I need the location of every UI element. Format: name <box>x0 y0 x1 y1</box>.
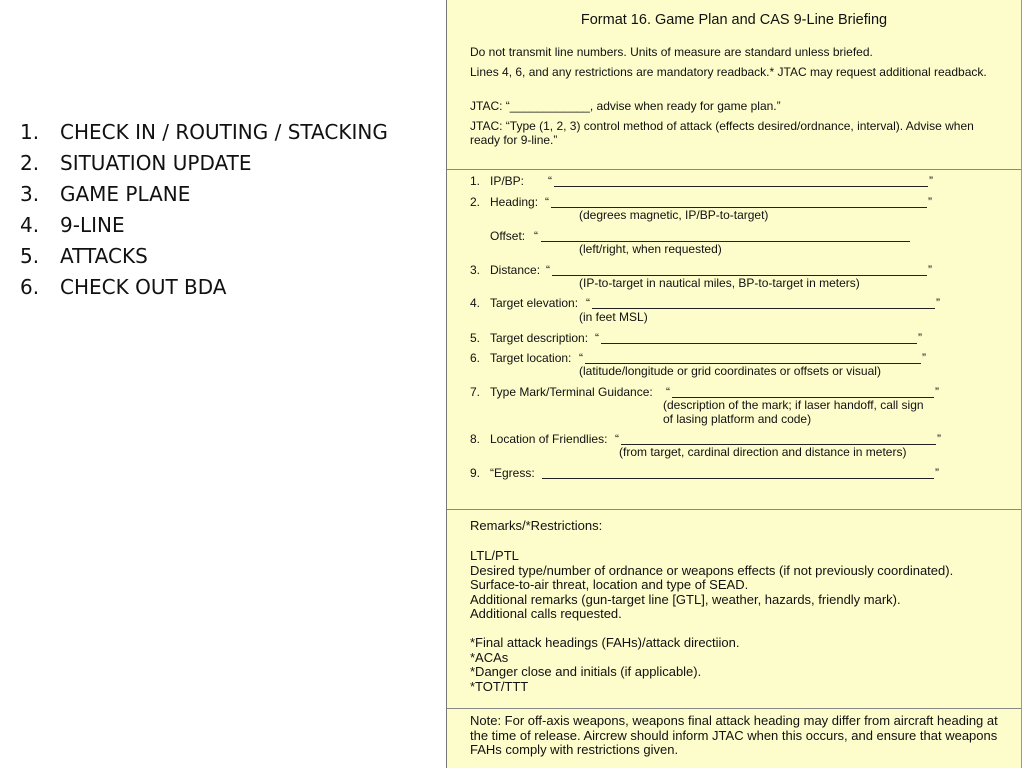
restriction-item: *ACAs <box>470 649 509 665</box>
line-label: IP/BP: <box>490 174 525 188</box>
line-label: Target location: <box>490 351 572 365</box>
agenda-number: 6. <box>20 275 40 299</box>
line-target-description <box>470 330 970 346</box>
close-quote: ” <box>935 466 939 480</box>
agenda-item <box>20 179 388 210</box>
nine-line-section <box>447 169 1021 510</box>
remark-item: Desired type/number of ordnance or weapons effects (if not previously coordinated). <box>470 562 954 578</box>
agenda-number: 5. <box>20 244 40 268</box>
ip-bp-blank[interactable] <box>554 186 928 187</box>
agenda-item <box>20 117 388 148</box>
open-quote: “ <box>545 195 549 209</box>
close-quote: ” <box>935 385 939 399</box>
intro-line-3: JTAC: “____________, advise when ready for game plan.” <box>470 99 781 113</box>
close-quote: ” <box>928 195 932 209</box>
close-quote: ” <box>918 331 922 345</box>
close-quote: ” <box>922 351 926 365</box>
agenda-label: 9-LINE <box>60 213 125 237</box>
close-quote: ” <box>928 263 932 277</box>
agenda-label: ATTACKS <box>60 244 148 268</box>
close-quote: ” <box>929 174 933 188</box>
form-header-section <box>447 0 1021 170</box>
open-quote: “ <box>615 432 619 446</box>
open-quote: “ <box>548 174 552 188</box>
target-description-blank[interactable] <box>601 343 917 344</box>
remarks-section <box>447 509 1021 709</box>
line-number: 7. <box>470 385 481 399</box>
remark-item: Additional calls requested. <box>470 606 622 621</box>
restriction-item: *TOT/TTT <box>470 678 529 694</box>
line-label: Target elevation: <box>490 296 579 310</box>
target-elevation-hint: (in feet MSL) <box>579 310 648 324</box>
note-section <box>447 708 1021 768</box>
line-ip-bp <box>470 173 970 189</box>
briefing-form <box>446 0 1022 768</box>
agenda-number: 1. <box>20 120 40 144</box>
close-quote: ” <box>937 432 941 446</box>
remark-item: LTL/PTL <box>470 548 519 563</box>
intro-line-4: JTAC: “Type (1, 2, 3) control method of attack (effects desired/ordnance, interval). Advise when ready for 9-line.” <box>470 119 974 147</box>
open-quote: “ <box>586 296 590 310</box>
line-number: 3. <box>470 263 481 277</box>
agenda-number: 3. <box>20 182 40 206</box>
intro-line-2: Lines 4, 6, and any restrictions are mandatory readback.* JTAC may request additional readback. <box>470 65 987 79</box>
close-quote: ” <box>936 296 940 310</box>
friendlies-hint: (from target, cardinal direction and distance in meters) <box>619 445 907 459</box>
agenda-item <box>20 272 388 303</box>
agenda-label: CHECK IN / ROUTING / STACKING <box>60 120 388 144</box>
line-label: Location of Friendlies: <box>490 432 608 446</box>
agenda-item <box>20 210 388 241</box>
agenda-item <box>20 241 388 272</box>
agenda-number: 2. <box>20 151 40 175</box>
remarks-title: Remarks/*Restrictions: <box>470 518 603 533</box>
line-label: Target description: <box>490 331 589 345</box>
restriction-item: *Danger close and initials (if applicable). <box>470 664 702 679</box>
remark-item: Surface-to-air threat, location and type of SEAD. <box>470 577 749 592</box>
line-number: 5. <box>470 331 481 345</box>
agenda-number: 4. <box>20 213 40 237</box>
offset-hint: (left/right, when requested) <box>579 242 722 256</box>
line-number: 2. <box>470 195 481 209</box>
note-text: Note: For off-axis weapons, weapons final attack heading may differ from aircraft heading at the time of release. Aircrew should inform JTAC when this occurs, and ensure that weapons FAHs comply with restrictions given. <box>470 713 998 757</box>
type-mark-hint-2: of lasing platform and code) <box>663 412 812 426</box>
line-number: 1. <box>470 174 481 188</box>
agenda-item <box>20 148 388 179</box>
line-label: Distance: <box>490 263 541 277</box>
line-egress <box>470 465 970 481</box>
line-number: 4. <box>470 296 481 310</box>
open-quote: “ <box>595 331 599 345</box>
line-number: 9. <box>470 466 481 480</box>
restriction-item: *Final attack headings (FAHs)/attack directiion. <box>470 635 740 650</box>
line-label: Heading: <box>490 195 539 209</box>
line-label: Offset: <box>490 229 526 243</box>
open-quote: “ <box>546 263 550 277</box>
open-quote: “ <box>666 385 670 399</box>
form-title: Format 16. Game Plan and CAS 9-Line Briefing <box>580 12 888 28</box>
open-quote: “ <box>579 351 583 365</box>
heading-hint: (degrees magnetic, IP/BP-to-target) <box>579 208 769 222</box>
line-number: 8. <box>470 432 481 446</box>
remark-item: Additional remarks (gun-target line [GTL], weather, hazards, friendly mark). <box>470 591 901 607</box>
agenda-list <box>20 117 388 303</box>
egress-blank[interactable] <box>542 478 934 479</box>
agenda-label: CHECK OUT BDA <box>60 275 227 299</box>
target-location-hint: (latitude/longitude or grid coordinates or offsets or visual) <box>579 364 881 378</box>
target-elevation-blank[interactable] <box>592 308 935 309</box>
intro-line-1: Do not transmit line numbers. Units of measure are standard unless briefed. <box>470 45 873 59</box>
type-mark-hint-1: (description of the mark; if laser handoff, call sign <box>663 398 924 412</box>
agenda-label: SITUATION UPDATE <box>60 151 252 175</box>
line-label: “Egress: <box>490 466 535 480</box>
open-quote: “ <box>534 229 538 243</box>
distance-hint: (IP-to-target in nautical miles, BP-to-target in meters) <box>579 276 860 290</box>
agenda-label: GAME PLANE <box>60 182 191 206</box>
line-target-elevation <box>470 295 970 311</box>
line-label: Type Mark/Terminal Guidance: <box>490 385 653 399</box>
line-number: 6. <box>470 351 481 365</box>
